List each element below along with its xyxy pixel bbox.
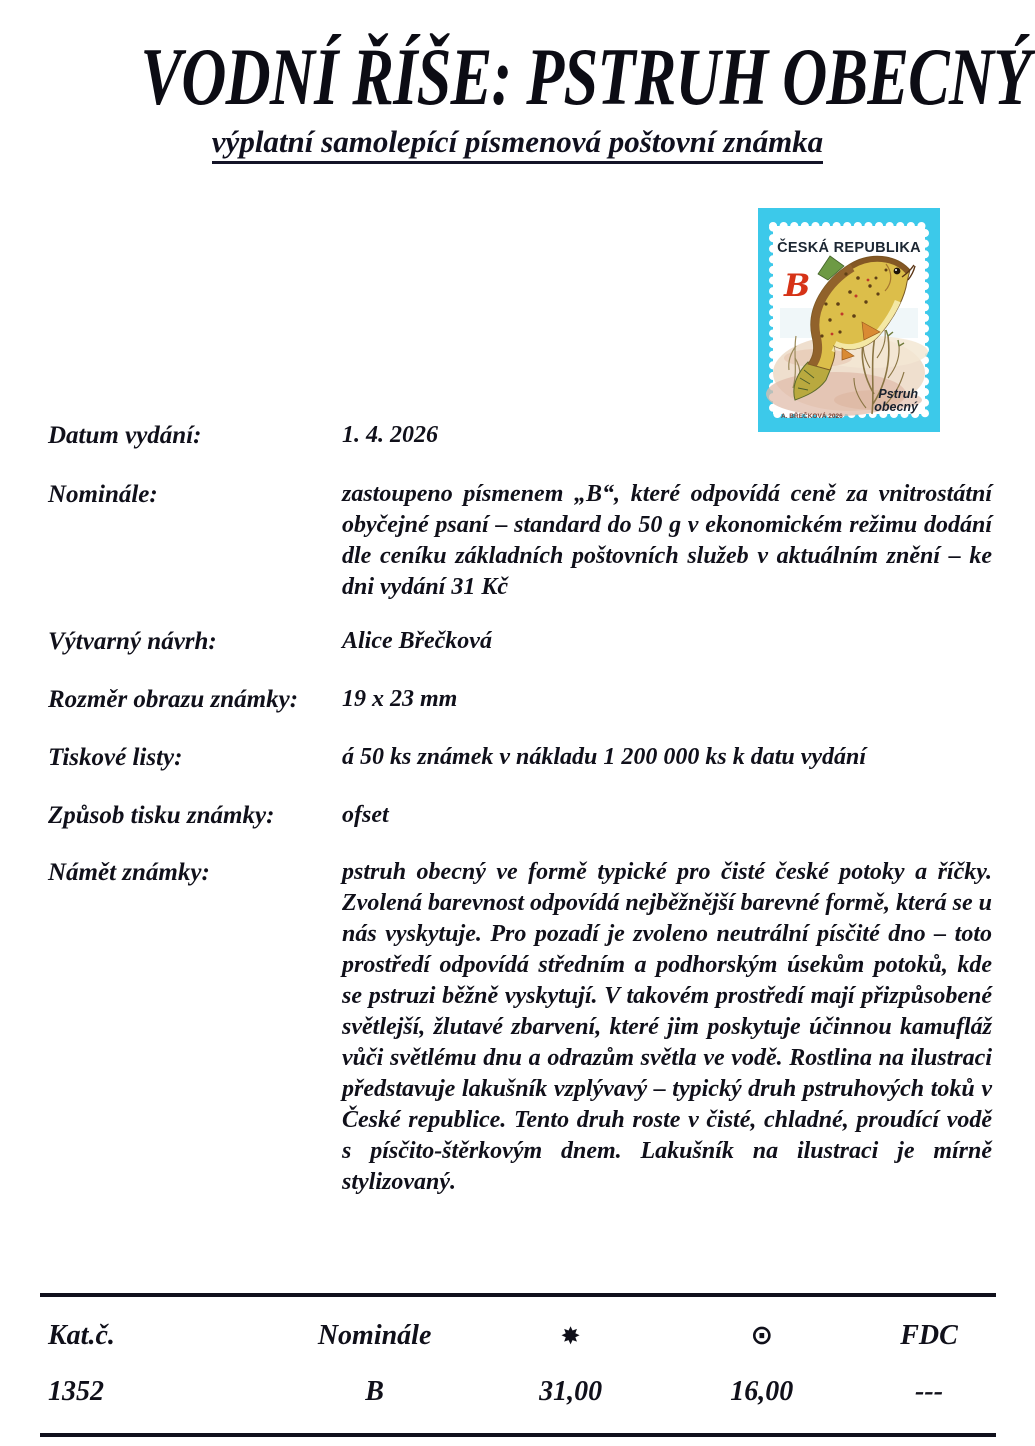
- stamp-signature: A. BŘEČKOVÁ 2026: [781, 413, 843, 420]
- mint-price: 31,00: [539, 1376, 603, 1407]
- field-label: Nominále:: [48, 481, 158, 508]
- catalog-table-data-row: [40, 1377, 996, 1407]
- field-value: ofset: [342, 802, 389, 828]
- field-value: pstruh obecný ve formě typické pro čisté české potoky a říčky. Zvolená barevnost odpovídá nejběžnější barevné formě, která se u nás vyskytuje. Pro pozadí je zvoleno neutrální písčité dno – toto prostředí odpovídá středním a podhorským úsekům potoků, kde se pstruzi běžně vyskytují. V takovém prostředí mají přizpůsobené světlejší, žlutavé zbarvení, které jim poskytuje účinnou kamufláž vůči světlému dnu a odrazům světla ve vodě. Rostlina na ilustraci představuje lakušník vzplývavý – typický druh pstruhových toků v České republice. Tento druh roste v čisté, chladné, proudící vodě s písčito-štěrkovým dnem. Lakušník na ilustraci je mírně stylizovaný.: [342, 859, 992, 1195]
- stamp-image: [758, 208, 940, 432]
- catalog-table-header-row: [40, 1321, 996, 1351]
- catalog-table: [40, 1293, 996, 1437]
- field-label: Způsob tisku známky:: [48, 802, 275, 829]
- field-value: zastoupeno písmenem „B“, které odpovídá ceně za vnitrostátní obyčejné psaní – standard do 50 g v ekonomickém režimu dodání dle ceníku základních poštovních služeb v aktuálním znění – ke dni vydání 31 Kč: [342, 481, 992, 600]
- stamp-species-line1: Pstruh: [878, 387, 918, 401]
- field-value: á 50 ks známek v nákladu 1 200 000 ks k datu vydání: [342, 744, 867, 770]
- trout-eye: [894, 268, 901, 275]
- page-title: [0, 30, 1035, 124]
- stamp-letter-b: B: [784, 268, 811, 304]
- field-value: 19 x 23 mm: [342, 686, 458, 712]
- nominale-value: B: [365, 1376, 384, 1407]
- field-value: 1. 4. 2026: [342, 422, 438, 448]
- field-label: Datum vydání:: [48, 422, 202, 449]
- col-header-nominale: Nominále: [317, 1320, 432, 1351]
- fdc-price: ---: [915, 1376, 944, 1407]
- stamp-artwork: [758, 208, 940, 432]
- page-subtitle-text: výplatní samolepící písmenová poštovní známka: [212, 124, 823, 164]
- field-label: Rozměr obrazu známky:: [48, 686, 299, 713]
- stamp-country-text: ČESKÁ REPUBLIKA: [777, 240, 921, 256]
- page-title-text: VODNÍ ŘÍŠE: PSTRUH OBECNÝ: [140, 31, 1031, 122]
- col-header-fdc: FDC: [900, 1320, 958, 1351]
- used-stamp-circle-icon: ⊙: [750, 1320, 774, 1351]
- col-header-katalog-cislo: Kat.č.: [48, 1320, 115, 1351]
- stamp-species-line2: obecný: [874, 400, 918, 414]
- field-value: Alice Břečková: [342, 628, 492, 654]
- field-label: Výtvarný návrh:: [48, 628, 217, 655]
- mint-stamp-star-icon: ✸: [560, 1322, 581, 1350]
- page-subtitle: [0, 124, 1035, 164]
- catalog-number: 1352: [48, 1376, 104, 1407]
- field-label: Námět známky:: [48, 859, 210, 886]
- field-label: Tiskové listy:: [48, 744, 183, 771]
- used-price: 16,00: [730, 1376, 794, 1407]
